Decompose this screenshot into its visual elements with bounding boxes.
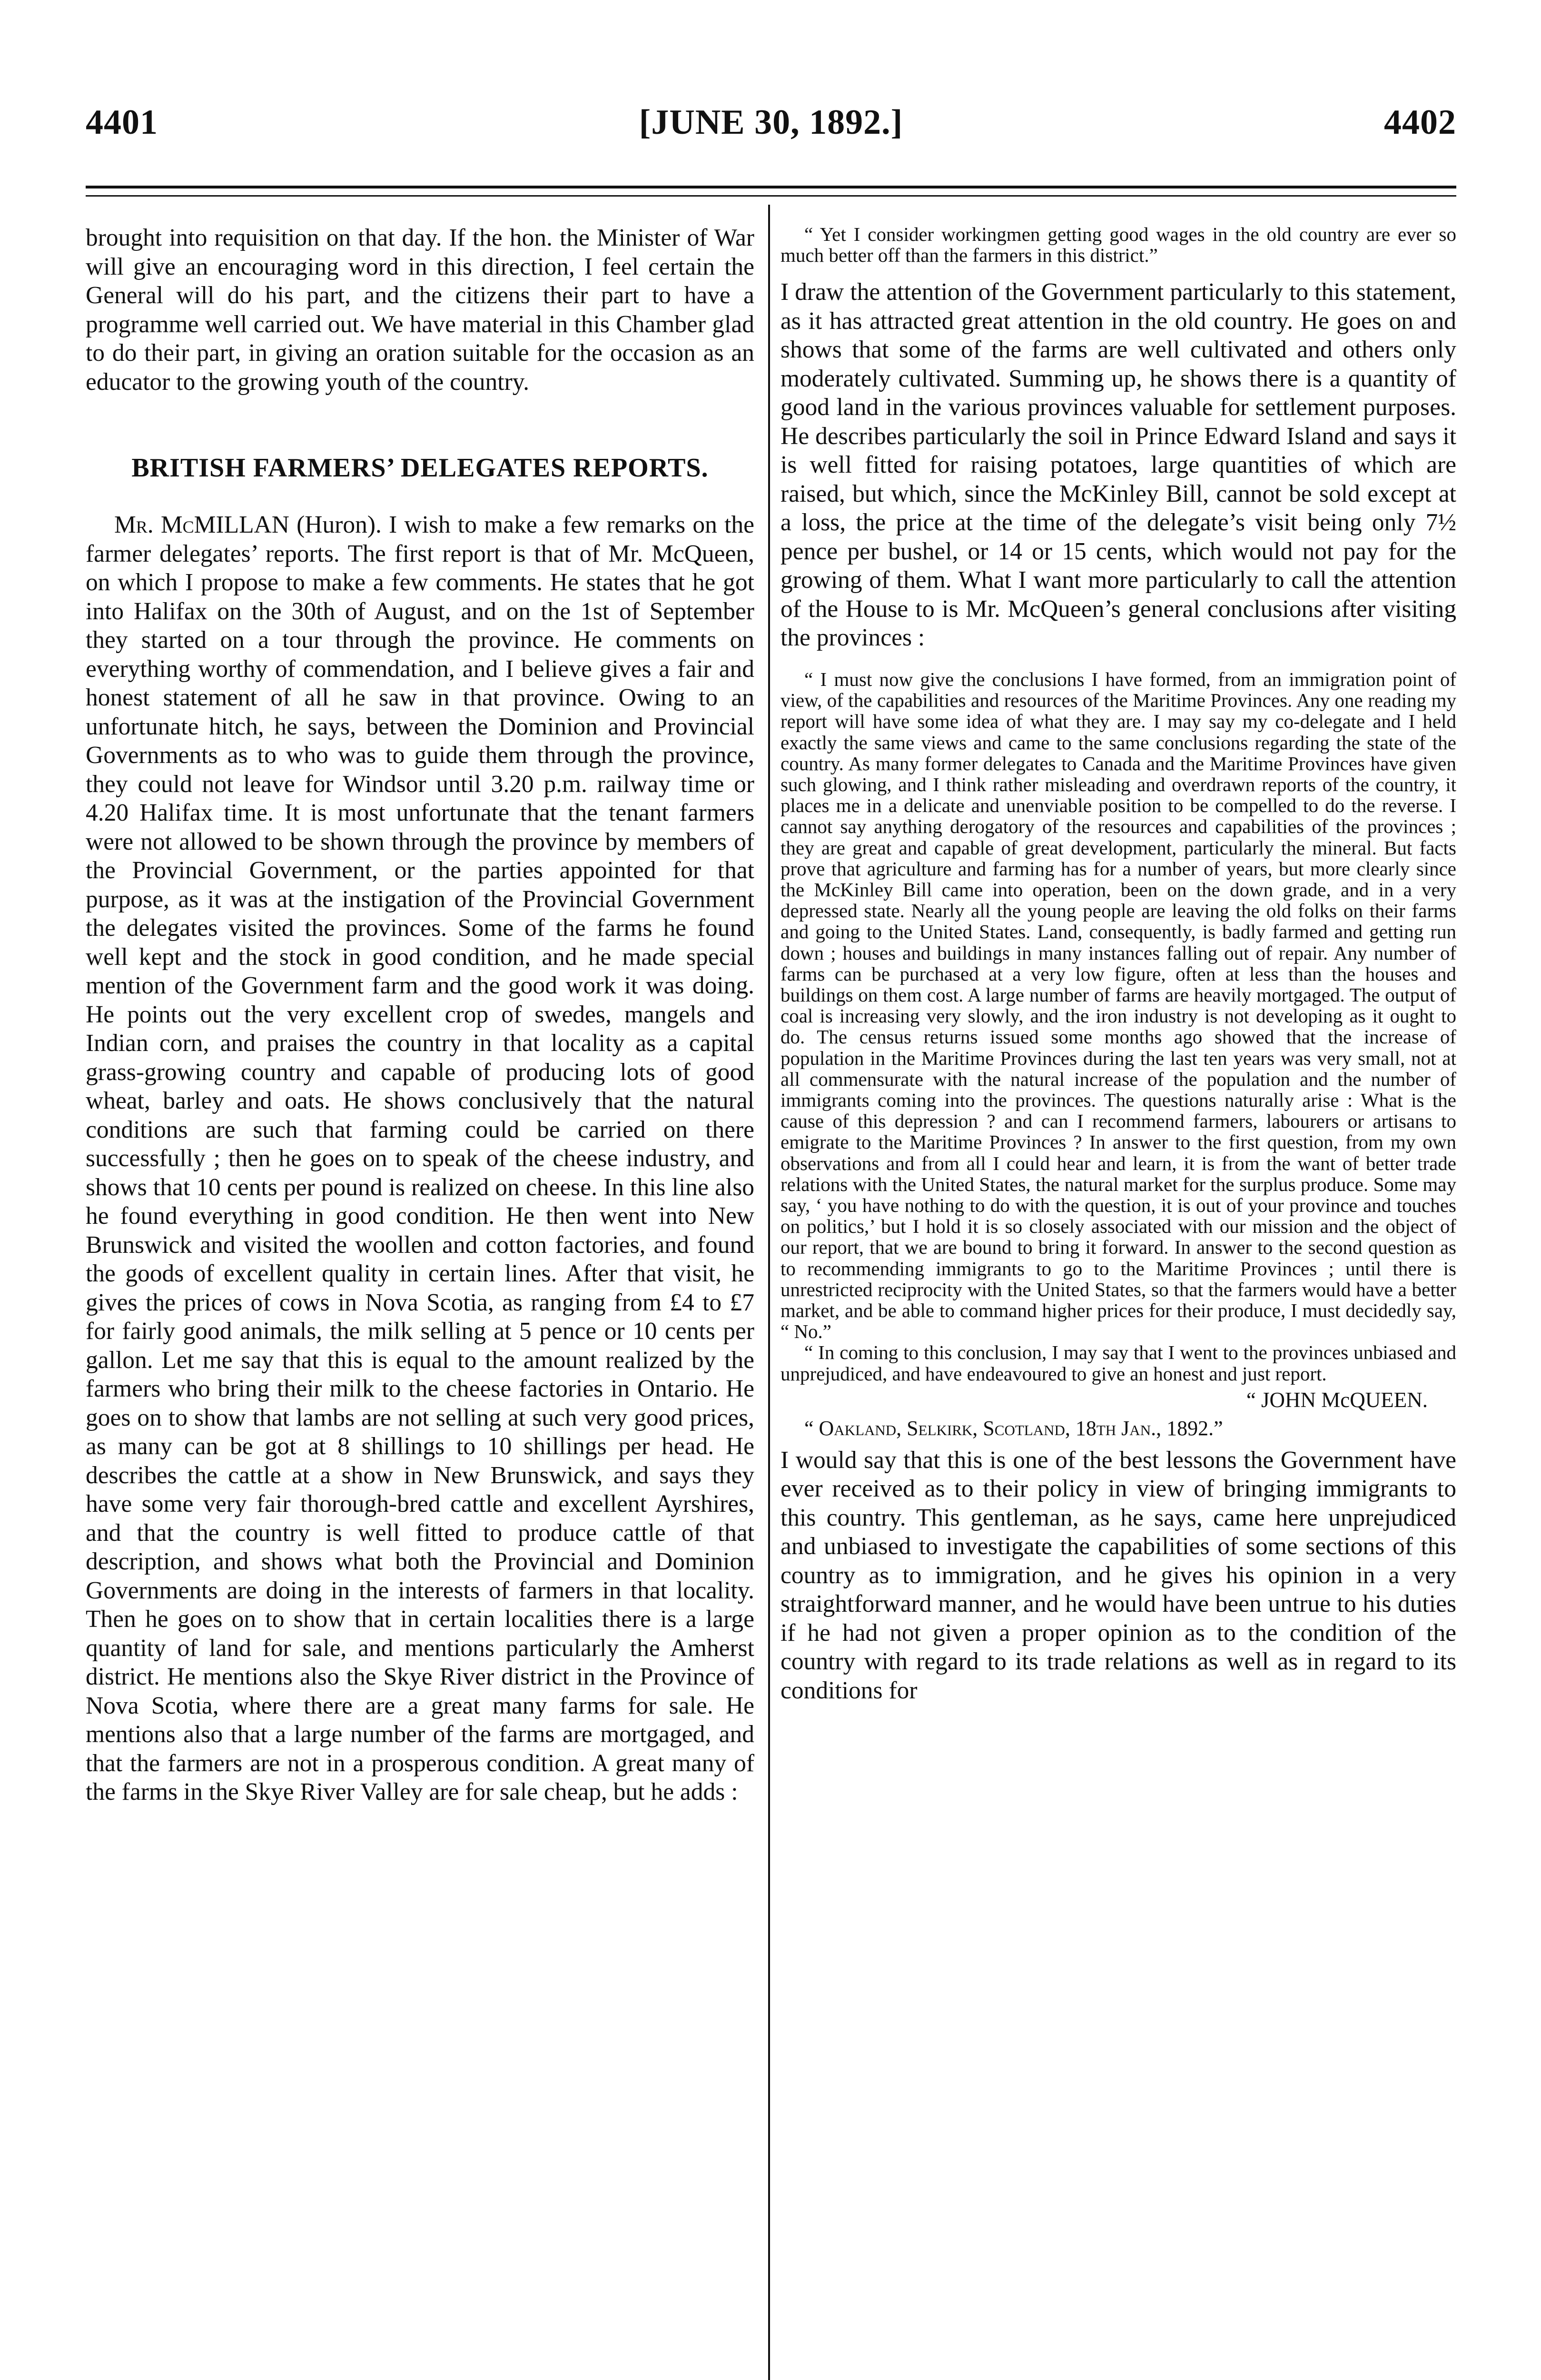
quote-signature: “ JOHN McQUEEN. [1246,1388,1428,1412]
speech-text: I wish to make a few remarks on the farmer delegates’ reports. The first report is that of Mr. McQueen, on which I propose to make a few comments. He states that he got into Halifax on the 30th of August, and on the 1st of September they started on a tour through the province. He comments on everything worthy of commendation, and I believe gives a fair and honest statement of all he saw in that province. Owing to an unfortunate hitch, he says, between the Dominion and Provincial Governments as to who was to guide them through the province, they could not leave for Windsor until 3.20 p.m. railway time or 4.20 Halifax time. It is most unfortunate that the tenant farmers were not allowed to be shown through the province by members of the Provincial Government, or the parties appointed for that purpose, as it was at the instigation of the Provincial Government the delegates visited the provinces. Some of the farms he found well kept and the stock in good condition, and he made special mention of the Government farm and the good work it was doing. He points out the very excellent crop of swedes, mangels and Indian corn, and praises the country in that locality as a capital grass-growing country and capable of producing lots of good wheat, barley and oats. He shows conclusively that the natural conditions are such that farming could be carried on there successfully ; then he goes on to speak of the cheese industry, and shows that 10 cents per pound is realized on cheese. In this line also he found everything in good condition. He then went into New Brunswick and visited the woollen and cotton factories, and found the goods of excellent quality in certain lines. After that visit, he gives the prices of cows in Nova Scotia, as ranging from £4 to £7 for fairly good animals, the milk selling at 5 pence or 10 cents per gallon. Let me say that this is equal to the amount realized by the farmers who bring their milk to the cheese factories in Ontario. He goes on to show that lambs are not selling at such very good prices, as many can be got at 8 shillings to 10 shillings per head. He describes the cattle at a show in New Brunswick, and says they have some very fair thorough-bred cattle and excellent Ayrshires, and that the country is well fitted to produce cattle of that description, and shows what both the Provincial and Dominion Governments are doing in the interests of farmers in that locality. Then he goes on to show that in certain localities there is a large quantity of land for sale, and mentions particularly the Amherst district. He mentions also the Skye River district in the Province of Nova Scotia, where there are a great many farms for sale. He mentions also that a large number of the farms are mortgaged, and that the farmers are not in a prosperous condition. A great many of the farms in the Skye River Valley are for sale cheap, but he adds : [86,511,755,1805]
header-rule-thin [86,195,1456,197]
paragraph-continued: brought into requisition on that day. If the hon. the Minister of War will give an encouraging word in this direction, I feel certain the General will do his part, and the citizens their part to have a programme well carried out. We have material in this Chamber glad to do their part, in giving an oration suitable for the occasion as an educator to the growing youth of the country. [86,224,754,396]
quoted-conclusions: “ I must now give the conclusions I have formed, from an immigration point of view, of the capabilities and resources of the Maritime Provinces. Any one reading my report will have some idea of what they are. I may say my co-delegate and I held exactly the same views and came to the same conclusions regarding the state of the country. As many former delegates to Canada and the Maritime Provinces have given such glowing, and I think rather misleading and overdrawn reports of the country, it places me in a delicate and unenviable position to be compelled to do the reverse. I cannot say anything derogatory of the resources and capabilities of the provinces ; they are great and capable of great development, particularly the mineral. But facts prove that agriculture and farming has for a number of years, but more clearly since the McKinley Bill came into operation, been on the down grade, and in a very depressed state. Nearly all the young people are leaving the old folks on their farms and going to the United States. Land, consequently, is badly farmed and getting run down ; houses and buildings in many instances falling out of repair. Any number of farms can be purchased at a very low figure, often at less than the houses and buildings on them cost. A large number of farms are heavily mortgaged. The output of coal is increasing very slowly, and the iron industry is not developing as it ought to do. The census returns issued some months ago showed that the increase of population in the Maritime Provinces during the last ten years was very small, not at all commensurate with the natural increase of the population and the number of immigrants coming into the provinces. The questions naturally arise : What is the cause of this depression ? and can I recommend farmers, labourers or artisans to emigrate to the Maritime Provinces ? In answer to the first question, from my own observations and from all I could hear and learn, it is from the want of better trade relations with the United States, the natural market for the surplus produce. Some may say, ‘ you have nothing to do with the question, it is out of your province and touches on politics,’ but I hold it is so closely associated with our mission and the object of our report, that we are bound to bring it forward. In answer to the second question as to recommending immigrants to go to the Maritime Provinces ; until there is unrestricted reciprocity with the United States, so that the farmers would have a better market, and be able to command higher prices for their produce, I must decidedly say, “ No.” [780,668,1456,1343]
quoted-closing: “ In coming to this conclusion, I may say that I went to the provinces unbiased and unprejudiced, and have endeavoured to give an honest and just report. [780,1341,1456,1385]
speaker-name: Mr. McMILLAN [114,511,289,538]
page-number-right: 4402 [1384,103,1456,142]
speaker-riding: (Huron). [296,511,382,538]
left-column [86,224,754,1807]
speech-paragraph: I draw the attention of the Government particularly to this statement, as it has attracted great attention in the old country. He goes on and shows that some of the farms are well cultivated and others only moderately cultivated. Summing up, he shows there is a quantity of good land in the various provinces valuable for settlement purposes. He describes particularly the soil in Prince Edward Island and says it is well fitted for raising potatoes, large quantities of which are raised, but which, since the McKinley Bill, cannot be sold except at a loss, the price at the time of the delegate’s visit being only 7½ pence per bushel, or 14 or 15 cents, which would not pay for the growing of them. What I want more particularly to call the attention of the House to is Mr. McQueen’s general conclusions after visiting the provinces : [780,278,1456,652]
section-heading: BRITISH FARMERS’ DELEGATES REPORTS. [131,453,709,483]
page-header [86,102,1456,155]
speech-paragraph: I would say that this is one of the best lessons the Government have ever received as to their policy in view of bringing immigrants to this country. This gentleman, as he says, came here unprejudiced and unbiased to investigate the capabilities of some sections of this country as to immigration, and he gives his opinion in a very straightforward manner, and he would have been untrue to his duties if he had not given a proper opinion as to the condition of the country with regard to its trade relations as well as in regard to its conditions for [780,1446,1456,1704]
quoted-remark: “ Yet I consider workingmen getting good wages in the old country are ever so much better off than the farmers in this district.” [780,223,1456,267]
column-divider [768,205,770,2380]
speech-paragraph [86,511,754,1807]
header-rule-thick [86,186,1456,188]
page-number-left: 4401 [86,103,158,142]
right-column [780,224,1456,1705]
issue-date: [JUNE 30, 1892.] [639,103,903,142]
spacer [780,266,1456,278]
spacer [780,653,1456,669]
quote-dateline: “ Oakland, Selkirk, Scotland, 18th Jan., 1892.” [804,1416,1223,1440]
